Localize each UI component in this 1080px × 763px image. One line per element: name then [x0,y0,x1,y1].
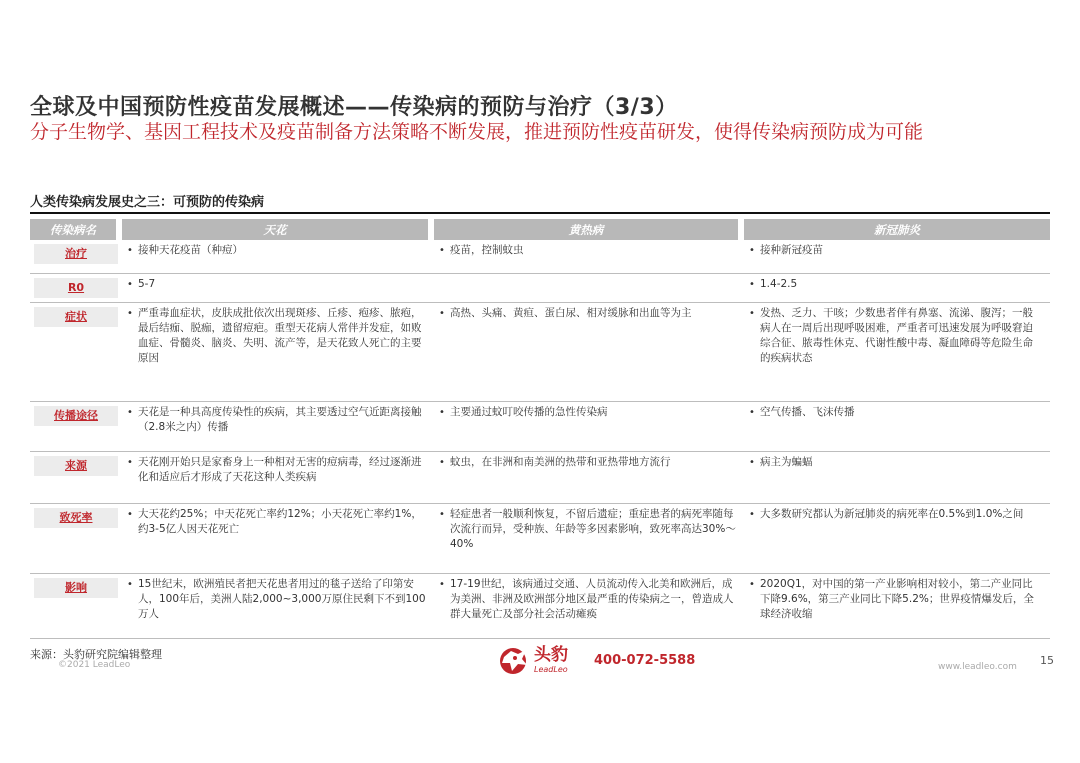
header-yellow-fever: 黄热病 [434,219,744,240]
table-cell [744,574,1050,639]
website-link[interactable]: www.leadleo.com [938,662,1017,672]
table-row [30,402,1050,452]
row-label[interactable]: 治疗 [34,244,118,264]
table-cell [744,240,1050,274]
bullet-icon: • [439,308,445,319]
cell-text: 1.4-2.5 [760,278,798,290]
page-title: 全球及中国预防性疫苗发展概述——传染病的预防与治疗（3/3） [30,95,678,120]
row-label[interactable]: 影响 [34,578,118,598]
cell-text: 天花刚开始只是家畜身上一种相对无害的痘病毒，经过逐渐进化和适应后才形成了天花这种人类疾病 [138,456,422,483]
table-cell [744,402,1050,452]
row-label-cell [30,574,122,639]
table-cell [434,504,744,574]
bullet-item [122,455,426,485]
header-covid: 新冠肺炎 [744,219,1050,240]
header-smallpox: 天花 [122,219,434,240]
leopard-logo-icon [498,645,532,675]
copyright-text: ©2021 LeadLeo [58,660,131,670]
cell-text: 病主为蝙蝠 [760,456,813,468]
table-row [30,504,1050,574]
cell-text: 空气传播、飞沫传播 [760,406,855,418]
bullet-icon: • [749,245,755,256]
table-cell [744,303,1050,402]
row-label[interactable]: 来源 [34,456,118,476]
bullet-icon: • [749,457,755,468]
bullet-item [122,277,426,292]
bullet-item [744,405,1042,420]
page-subtitle: 分子生物学、基因工程技术及疫苗制备方法策略不断发展，推进预防性疫苗研发，使得传染病预防成为可能 [30,121,924,143]
bullet-icon: • [127,308,133,319]
cell-text: 主要通过蚊叮咬传播的急性传染病 [450,406,608,418]
row-label[interactable]: 致死率 [34,508,118,528]
bullet-icon: • [749,279,755,290]
table-cell [434,574,744,639]
cell-text: 高热、头痛、黄疸、蛋白尿、相对缓脉和出血等为主 [450,307,692,319]
bullet-icon: • [439,457,445,468]
bullet-item [434,455,736,470]
bullet-item [744,507,1042,522]
bullet-icon: • [127,579,133,590]
table-row [30,452,1050,504]
row-label[interactable]: 症状 [34,307,118,327]
cell-text: 严重毒血症状，皮肤成批依次出现斑疹、丘疹、疱疹、脓疱，最后结痂、脱痂，遗留痘疤。重型天花病人常伴并发症，如败血症、骨髓炎、脑炎、失明、流产等，是天花致人死亡的主要原因 [138,307,422,364]
bullet-item [122,306,426,366]
row-label-cell [30,240,122,274]
table-cell [122,402,434,452]
bullet-icon: • [749,579,755,590]
cell-text: 15世纪末，欧洲殖民者把天花患者用过的毯子送给了印第安人，100年后，美洲人陆2,000~3,000万原住民剩下不到100万人 [138,578,426,620]
row-label[interactable]: 传播途径 [34,406,118,426]
table-cell [122,240,434,274]
bullet-item [744,277,1042,292]
table-row [30,303,1050,402]
row-label-cell [30,274,122,303]
section-divider [30,212,1050,214]
table-cell [434,240,744,274]
phone-number: 400-072-5588 [594,653,696,668]
table-cell [434,274,744,303]
table-cell [744,274,1050,303]
bullet-item [744,577,1042,622]
bullet-icon: • [439,407,445,418]
table-cell [434,402,744,452]
table-cell [744,452,1050,504]
logo-name-en: LeadLeo [534,665,568,674]
cell-text: 接种新冠疫苗 [760,244,823,256]
bullet-icon: • [127,509,133,520]
table-cell [122,574,434,639]
bullet-item [434,306,736,321]
source-note: 来源：头豹研究院编辑整理 [30,648,162,661]
cell-text: 疫苗，控制蚊虫 [450,244,524,256]
bullet-item [744,306,1042,366]
bullet-icon: • [127,279,133,290]
bullet-icon: • [749,308,755,319]
table-header-row [30,219,1050,240]
cell-text: 发热、乏力、干咳；少数患者伴有鼻塞、流涕、腹泻；一般病人在一周后出现呼吸困难，严重者可迅速发展为呼吸窘迫综合征、脓毒性休克、代谢性酸中毒、凝血障碍等危险生命的疾病状态 [760,307,1033,364]
bullet-item [434,405,736,420]
row-label-cell [30,452,122,504]
cell-text: 大天花约25%；中天花死亡率约12%；小天花死亡率约1%，约3-5亿人因天花死亡 [138,508,422,535]
bullet-icon: • [127,245,133,256]
bullet-item [122,405,426,435]
cell-text: 蚊虫，在非洲和南美洲的热带和亚热带地方流行 [450,456,671,468]
cell-text: 5-7 [138,278,156,290]
table-row [30,240,1050,274]
bullet-item [434,243,736,258]
bullet-icon: • [749,509,755,520]
table-cell [122,504,434,574]
cell-text: 17-19世纪，该病通过交通、人员流动传入北美和欧洲后，成为美洲、非洲及欧洲部分地区最严重的传染病之一，曾造成人群大量死亡及部分社会活动瘫痪 [450,578,734,620]
bullet-item [122,507,426,537]
row-label-cell [30,402,122,452]
disease-table [30,219,1050,639]
cell-text: 2020Q1，对中国的第一产业影响相对较小，第二产业同比下降9.6%，第三产业同比下降5.2%；世界疫情爆发后，全球经济收缩 [760,578,1034,620]
bullet-item [744,455,1042,470]
bullet-item [122,577,426,622]
cell-text: 接种天花疫苗（种痘） [138,244,243,256]
bullet-icon: • [439,245,445,256]
bullet-icon: • [127,407,133,418]
cell-text: 天花是一种具高度传染性的疾病，其主要透过空气近距离接触（2.8米之内）传播 [138,406,422,433]
bullet-icon: • [127,457,133,468]
table-cell [434,303,744,402]
bullet-item [434,507,736,552]
table-row [30,574,1050,639]
table-row [30,274,1050,303]
section-title: 人类传染病发展史之三：可预防的传染病 [30,195,265,210]
table-cell [434,452,744,504]
row-label-cell [30,303,122,402]
bullet-item [434,577,736,622]
row-label-cell [30,504,122,574]
logo-name-cn: 头豹 [534,645,568,665]
bullet-icon: • [749,407,755,418]
brand-logo [498,645,568,675]
table-cell [122,452,434,504]
cell-text: 大多数研究都认为新冠肺炎的病死率在0.5%到1.0%之间 [760,508,1024,520]
table-cell [744,504,1050,574]
table-cell [122,303,434,402]
header-disease-name: 传染病名 [30,219,122,240]
table-cell [122,274,434,303]
bullet-item [122,243,426,258]
cell-text: 轻症患者一般顺利恢复，不留后遗症；重症患者的病死率随每次流行而异，受种族、年龄等多因素影响，致死率高达30%～40% [450,508,736,550]
row-label[interactable]: R0 [34,278,118,298]
bullet-item [744,243,1042,258]
bullet-icon: • [439,509,445,520]
page-number: 15 [1040,654,1054,667]
bullet-icon: • [439,579,445,590]
